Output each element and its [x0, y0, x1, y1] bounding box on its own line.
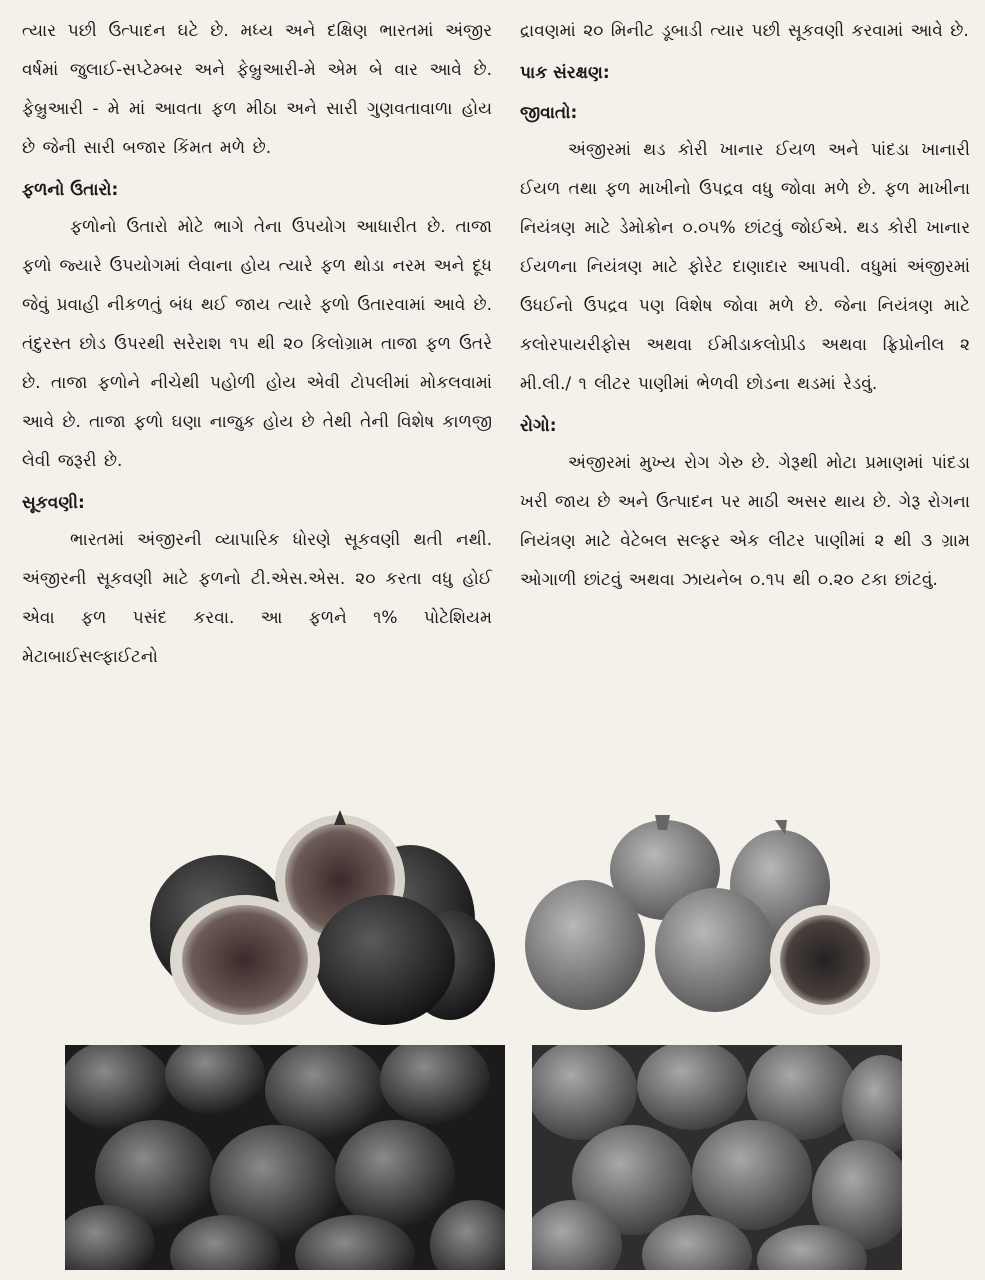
pests-paragraph: અંજીરમાં થડ કોરી ખાનાર ઈયળ અને પાંદડા ખાનારી ઈયળ તથા ફળ માખીનો ઉપદ્રવ વધુ જોવા મળે છે. ફળ માખીના નિયંત્રણ માટે ડેમોક્રોન ૦.૦૫% છાંટવું જોઈએ. થડ કોરી ખાનાર ઈયળના નિયંત્રણ માટે ફોરેટ દાણાદાર આપવી. વધુમાં અંજીરમાં ઉધઈનો ઉપદ્રવ પણ વિશેષ જોવા મળે છે. જેના નિયંત્રણ માટે કલોરપાયરીફોસ અથવા ઈમીડાકલોપ્રીડ અથવા ફ્રિપ્રોનીલ ૨ મી.લી./ ૧ લીટર પાણીમાં ભેળવી છોડના થડમાં રેડવું.: [520, 140, 970, 394]
left-column: [22, 12, 492, 677]
fig-pile-dark-illustration: [65, 1045, 505, 1270]
crop-protection-heading: પાક સંરક્ષણ:: [520, 63, 610, 83]
diseases-paragraph: અંજીરમાં મુખ્ય રોગ ગેરુ છે. ગેરૂથી મોટા પ્રમાણમાં પાંદડા ખરી જાય છે અને ઉત્પાદન પર માઠી અસર થાય છે. ગેરૂ રોગના નિયંત્રણ માટે વેટેબલ સલ્ફર એક લીટર પાણીમાં ૨ થી ૩ ગ્રામ ઓગાળી છાંટવું અથવા ઝાયનેબ ૦.૧૫ થી ૦.૨૦ ટકા છાંટવું.: [520, 453, 970, 590]
fig-pile-light-illustration: [532, 1045, 902, 1270]
harvest-paragraph: ફળોનો ઉતારો મોટે ભાગે તેના ઉપયોગ આધારીત છે. તાજા ફળો જ્યારે ઉપયોગમાં લેવાના હોય ત્યારે ફળ થોડા નરમ અને દૂધ જેવું પ્રવાહી નીકળતું બંધ થઈ જાય ત્યારે ફળો ઉતારવામાં આવે છે. તંદુરસ્ત છોડ ઉપરથી સરેરાશ ૧૫ થી ૨૦ કિલોગ્રામ તાજા ફળ ઉતરે છે. તાજા ફળોને નીચેથી પહોળી હોય એવી ટોપલીમાં મોકલવામાં આવે છે. તાજા ફળો ઘણા નાજુક હોય છે તેથી તેની વિશેષ કાળજી લેવી જરૂરી છે.: [22, 217, 492, 471]
pests-heading: જીવાતો:: [520, 103, 578, 123]
fig-pile-dark-photo: [65, 1045, 505, 1270]
drying-continued-paragraph: દ્રાવણમાં ૨૦ મિનીટ ડૂબાડી ત્યાર પછી સૂકવણી કરવામાં આવે છે.: [520, 21, 969, 41]
right-column: [520, 12, 970, 600]
light-figs-halved-photo: [525, 810, 895, 1025]
light-figs-illustration: [525, 810, 895, 1025]
intro-paragraph: ત્યાર પછી ઉત્પાદન ઘટે છે. મધ્ય અને દક્ષિણ ભારતમાં અંજીર વર્ષમાં જુલાઈ-સપ્ટેમ્બર અને ફેબ્રુઆરી-મે એમ બે વાર આવે છે. ફેબ્રુઆરી - મે માં આવતા ફળ મીઠા અને સારી ગુણવતાવાળા હોય છે જેની સારી બજાર કિંમત મળે છે.: [22, 21, 492, 158]
drying-heading: સૂકવણી:: [22, 493, 85, 513]
dark-figs-illustration: [150, 805, 495, 1025]
fig-pile-light-photo: [532, 1045, 902, 1270]
harvest-heading: ફળનો ઉતારો:: [22, 180, 119, 200]
drying-paragraph: ભારતમાં અંજીરની વ્યાપારિક ધોરણે સૂકવણી થતી નથી. અંજીરની સૂકવણી માટે ફળનો ટી.એસ.એસ. ૨૦ કરતા વધુ હોઈ એવા ફળ પસંદ કરવા. આ ફળને ૧% પોટેશિયમ મેટાબાઈસલ્ફાઈટનો: [22, 530, 492, 667]
dark-figs-halved-photo: [150, 805, 495, 1025]
diseases-heading: રોગો:: [520, 416, 557, 436]
